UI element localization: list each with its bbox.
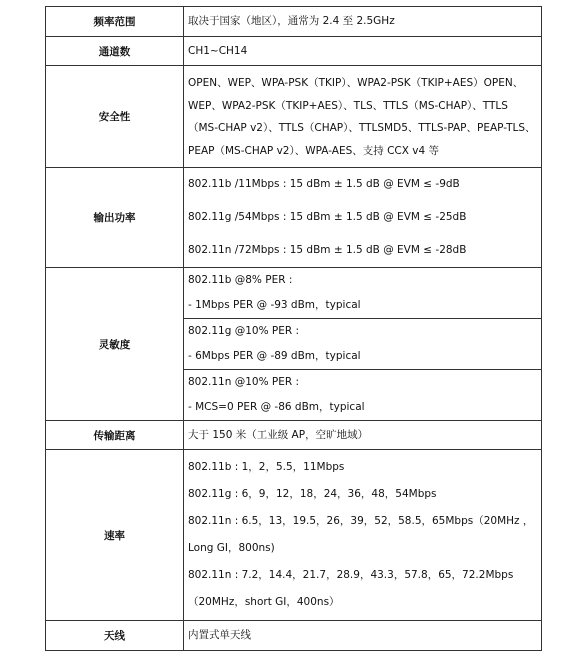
list-item: 802.11n : 6.5，13，19.5，26，39，52，58.5，65Mbps（20MHz ， <box>188 515 534 527</box>
list-item: 802.11g @10% PER : - 6Mbps PER @ -89 dBm，typical <box>184 318 541 369</box>
row-label-rate: 速率 <box>46 450 184 621</box>
table-row <box>46 66 542 168</box>
table-row <box>46 621 542 651</box>
row-value-security: OPEN、WEP、WPA-PSK（TKIP）、WPA2-PSK（TKIP+AES）OPEN、WEP、WPA2-PSK（TKIP+AES）、TLS、TTLS（MS-CHAP）、TTLS（MS-CHAP v2）、TTLS（CHAP）、TTLSMD5、TTLS-PAP、PEAP-TLS、PEAP（MS-CHAP v2）、WPA-AES、支持 CCX v4 等 <box>184 66 542 168</box>
table-row <box>46 268 542 421</box>
list-item: 802.11n @10% PER : - MCS=0 PER @ -86 dBm，typical <box>184 369 541 420</box>
spec-table <box>45 6 542 651</box>
row-label-frequency: 频率范围 <box>46 7 184 37</box>
list-item: 802.11g /54Mbps : 15 dBm ± 1.5 dB @ EVM ≤ -25dB <box>188 211 467 223</box>
row-value-range: 大于 150 米（工业级 AP，空旷地域） <box>184 421 542 450</box>
row-label-channels: 通道数 <box>46 37 184 66</box>
table-row <box>46 421 542 450</box>
table-row <box>46 168 542 268</box>
list-item: 802.11n /72Mbps : 15 dBm ± 1.5 dB @ EVM ≤ -28dB <box>188 244 467 256</box>
list-item: （20MHz，short GI，400ns） <box>188 596 340 608</box>
list-item: 802.11n : 7.2，14.4，21.7，28.9，43.3，57.8，65，72.2Mbps <box>188 569 514 581</box>
row-label-security: 安全性 <box>46 66 184 168</box>
row-value-frequency: 取决于国家（地区），通常为 2.4 至 2.5GHz <box>184 7 542 37</box>
row-label-sensitivity: 灵敏度 <box>46 268 184 421</box>
table-row <box>46 450 542 621</box>
row-value-channels: CH1~CH14 <box>184 37 542 66</box>
table-row <box>46 37 542 66</box>
list-item: 802.11g : 6，9，12，18，24，36，48，54Mbps <box>188 488 437 500</box>
list-item: 802.11b /11Mbps : 15 dBm ± 1.5 dB @ EVM ≤ -9dB <box>188 178 460 190</box>
row-label-output-power: 输出功率 <box>46 168 184 268</box>
list-item: 802.11b @8% PER : - 1Mbps PER @ -93 dBm，typical <box>188 274 361 311</box>
table-row <box>46 7 542 37</box>
row-label-range: 传输距离 <box>46 421 184 450</box>
row-value-rate <box>184 450 542 621</box>
row-label-antenna: 天线 <box>46 621 184 651</box>
row-value-sensitivity <box>184 268 542 421</box>
list-item: Long GI，800ns) <box>188 542 275 554</box>
row-value-output-power <box>184 168 542 268</box>
list-item: 802.11b : 1，2，5.5，11Mbps <box>188 461 345 473</box>
row-value-antenna: 内置式单天线 <box>184 621 542 651</box>
